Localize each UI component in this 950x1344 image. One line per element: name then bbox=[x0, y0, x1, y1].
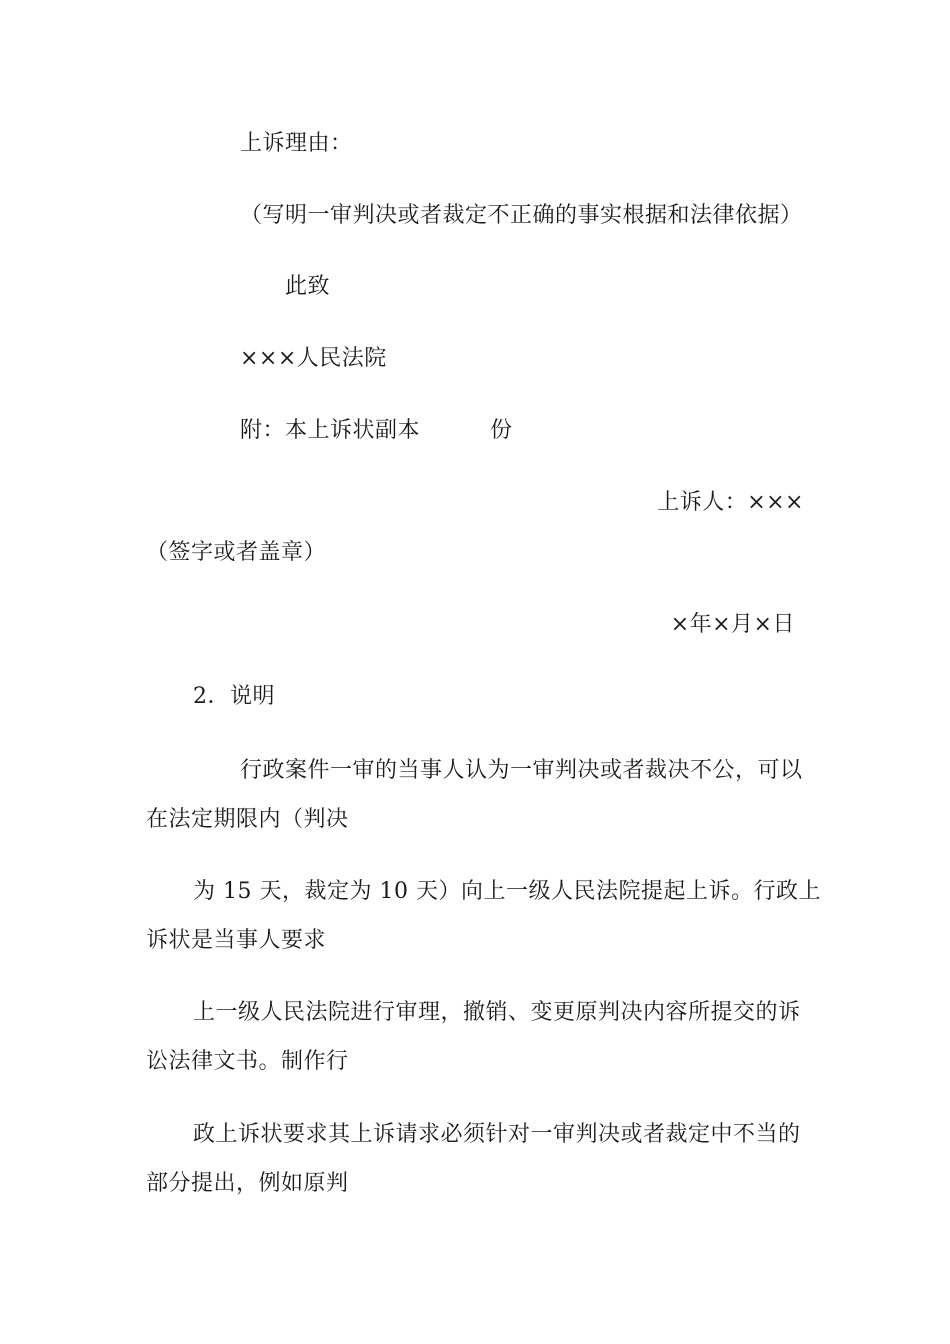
paragraph-line: 诉状是当事人要求 bbox=[146, 928, 327, 953]
paragraph-line: 行政案件一审的当事人认为一审判决或者裁决不公，可以 bbox=[240, 758, 803, 783]
paragraph-line: 在法定期限内（判决 bbox=[146, 807, 349, 832]
salutation: 此致 bbox=[285, 274, 331, 299]
paragraph-line: 政上诉状要求其上诉请求必须针对一审判决或者裁定中不当的 bbox=[193, 1122, 801, 1147]
paragraph-line: 上一级人民法院进行审理，撤销、变更原判决内容所提交的诉 bbox=[193, 1000, 801, 1025]
paragraph-line: 为 15 天，裁定为 10 天）向上一级人民法院提起上诉。行政上 bbox=[193, 879, 821, 904]
attachment-line bbox=[240, 417, 513, 445]
section-heading: 2．说明 bbox=[193, 684, 275, 709]
court-name: ×××人民法院 bbox=[240, 346, 387, 371]
attachment-unit: 份 bbox=[490, 418, 513, 443]
date: ×年×月×日 bbox=[670, 612, 795, 637]
paragraph-line: 讼法律文书。制作行 bbox=[146, 1049, 349, 1074]
appeal-reason-heading: 上诉理由： bbox=[240, 131, 353, 156]
paragraph-line: 部分提出，例如原判 bbox=[146, 1171, 349, 1196]
signature-note: （签字或者盖章） bbox=[146, 540, 327, 565]
appeal-reason-note: （写明一审判决或者裁定不正确的事实根据和法律依据） bbox=[240, 203, 803, 228]
appellant: 上诉人：××× bbox=[657, 490, 804, 515]
attachment-label: 附：本上诉状副本 bbox=[240, 418, 421, 443]
